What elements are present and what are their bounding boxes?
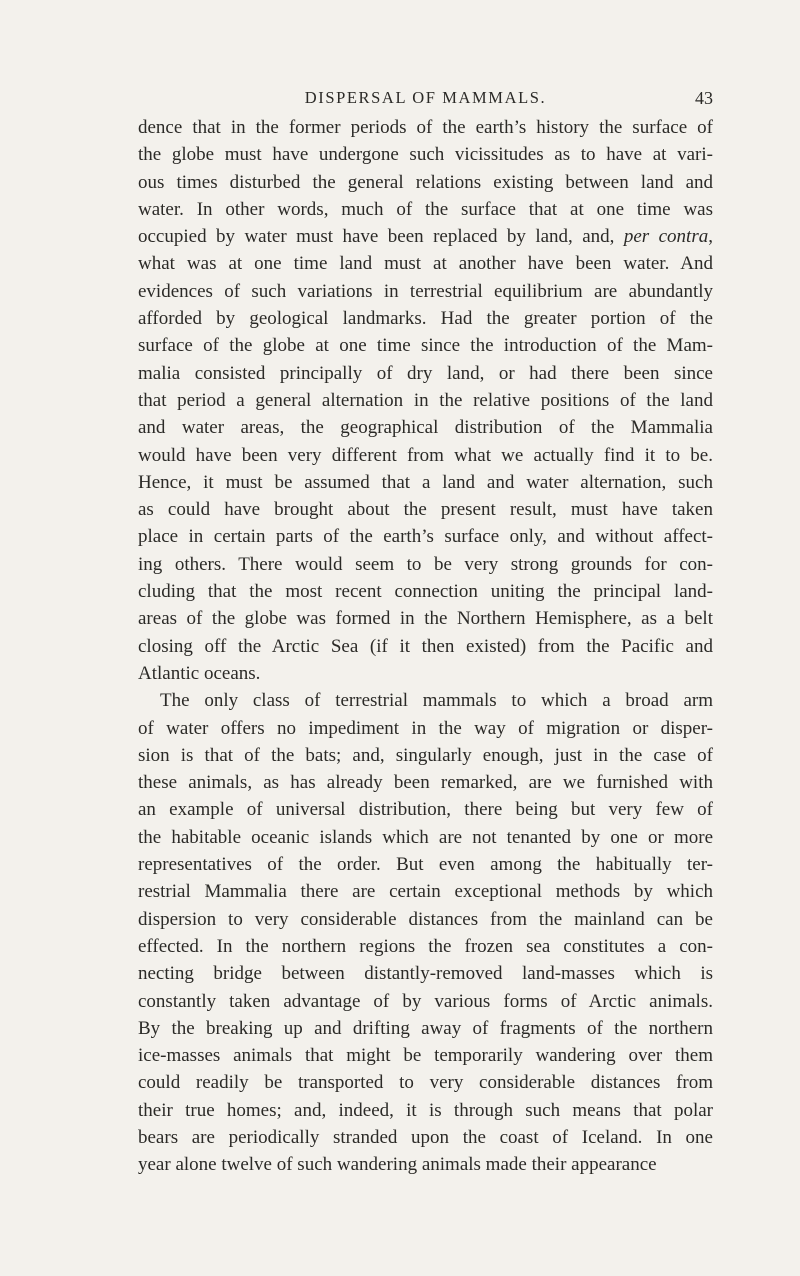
text-line: The only class of terrestrial mammals to which a broad arm: [160, 690, 713, 712]
text-line: and water areas, the geographical distribution of the Mammalia: [138, 417, 713, 439]
text-line: as could have brought about the present result, must have taken: [138, 499, 713, 521]
text-line: place in certain parts of the earth’s surface only, and without affect-: [138, 526, 713, 548]
text-line: water. In other words, much of the surface that at one time was: [138, 198, 713, 220]
text-line: what was at one time land must at another have been water. And: [138, 253, 713, 275]
text-line: evidences of such variations in terrestrial equilibrium are abundantly: [138, 280, 713, 302]
body-text: [138, 114, 713, 1179]
text-line: dence that in the former periods of the earth’s history the surface of: [138, 117, 713, 138]
text-line: malia consisted principally of dry land, or had there been since: [138, 362, 713, 384]
text-line: Hence, it must be assumed that a land and water alternation, such: [138, 471, 713, 493]
text-line: sion is that of the bats; and, singularly enough, just in the case of: [138, 744, 713, 766]
text-line: the globe must have undergone such vicissitudes as to have at vari-: [138, 144, 713, 166]
text-line: areas of the globe was formed in the Northern Hemisphere, as a belt: [138, 608, 713, 630]
text-line: cluding that the most recent connection uniting the principal land-: [138, 581, 713, 603]
text-line: year alone twelve of such wandering animals made their appearance: [138, 1154, 657, 1176]
text-line: of water offers no impediment in the way of migration or disper-: [138, 717, 713, 739]
text-line: bears are periodically stranded upon the coast of Iceland. In one: [138, 1126, 713, 1148]
text-line: the habitable oceanic islands which are not tenanted by one or more: [138, 826, 713, 848]
text-line: closing off the Arctic Sea (if it then existed) from the Pacific and: [138, 635, 713, 657]
text-line: By the breaking up and drifting away of fragments of the northern: [138, 1017, 713, 1039]
text-line: afforded by geological landmarks. Had the greater portion of the: [138, 308, 713, 330]
text-line: surface of the globe at one time since the introduction of the Mam-: [138, 335, 713, 357]
page-number: 43: [695, 88, 713, 108]
text-line: representatives of the order. But even among the habitually ter-: [138, 854, 713, 876]
text-line: occupied by water must have been replaced by land, and, per contra,: [138, 226, 713, 248]
text-line: that period a general alternation in the relative positions of the land: [138, 389, 713, 411]
text-line: Atlantic oceans.: [138, 662, 261, 684]
text-line: constantly taken advantage of by various forms of Arctic animals.: [138, 990, 713, 1012]
running-title: DISPERSAL OF MAMMALS.: [304, 88, 547, 107]
text-line: necting bridge between distantly-removed land-masses which is: [138, 963, 713, 985]
text-line: could readily be transported to very considerable distances from: [138, 1072, 713, 1094]
text-line: these animals, as has already been remarked, are we furnished with: [138, 772, 713, 794]
text-line: ing others. There would seem to be very strong grounds for con-: [138, 553, 713, 575]
text-line: ice-masses animals that might be temporarily wandering over them: [138, 1045, 713, 1067]
page-header: [138, 88, 713, 112]
text-line: an example of universal distribution, there being but very few of: [138, 799, 713, 821]
text-line: would have been very different from what we actually find it to be.: [138, 444, 713, 466]
text-line: effected. In the northern regions the frozen sea constitutes a con-: [138, 935, 713, 957]
text-line: restrial Mammalia there are certain exceptional methods by which: [138, 881, 713, 903]
text-line: dispersion to very considerable distances from the mainland can be: [138, 908, 713, 930]
text-line: their true homes; and, indeed, it is through such means that polar: [138, 1099, 713, 1121]
text-line: ous times disturbed the general relations existing between land and: [138, 171, 713, 193]
